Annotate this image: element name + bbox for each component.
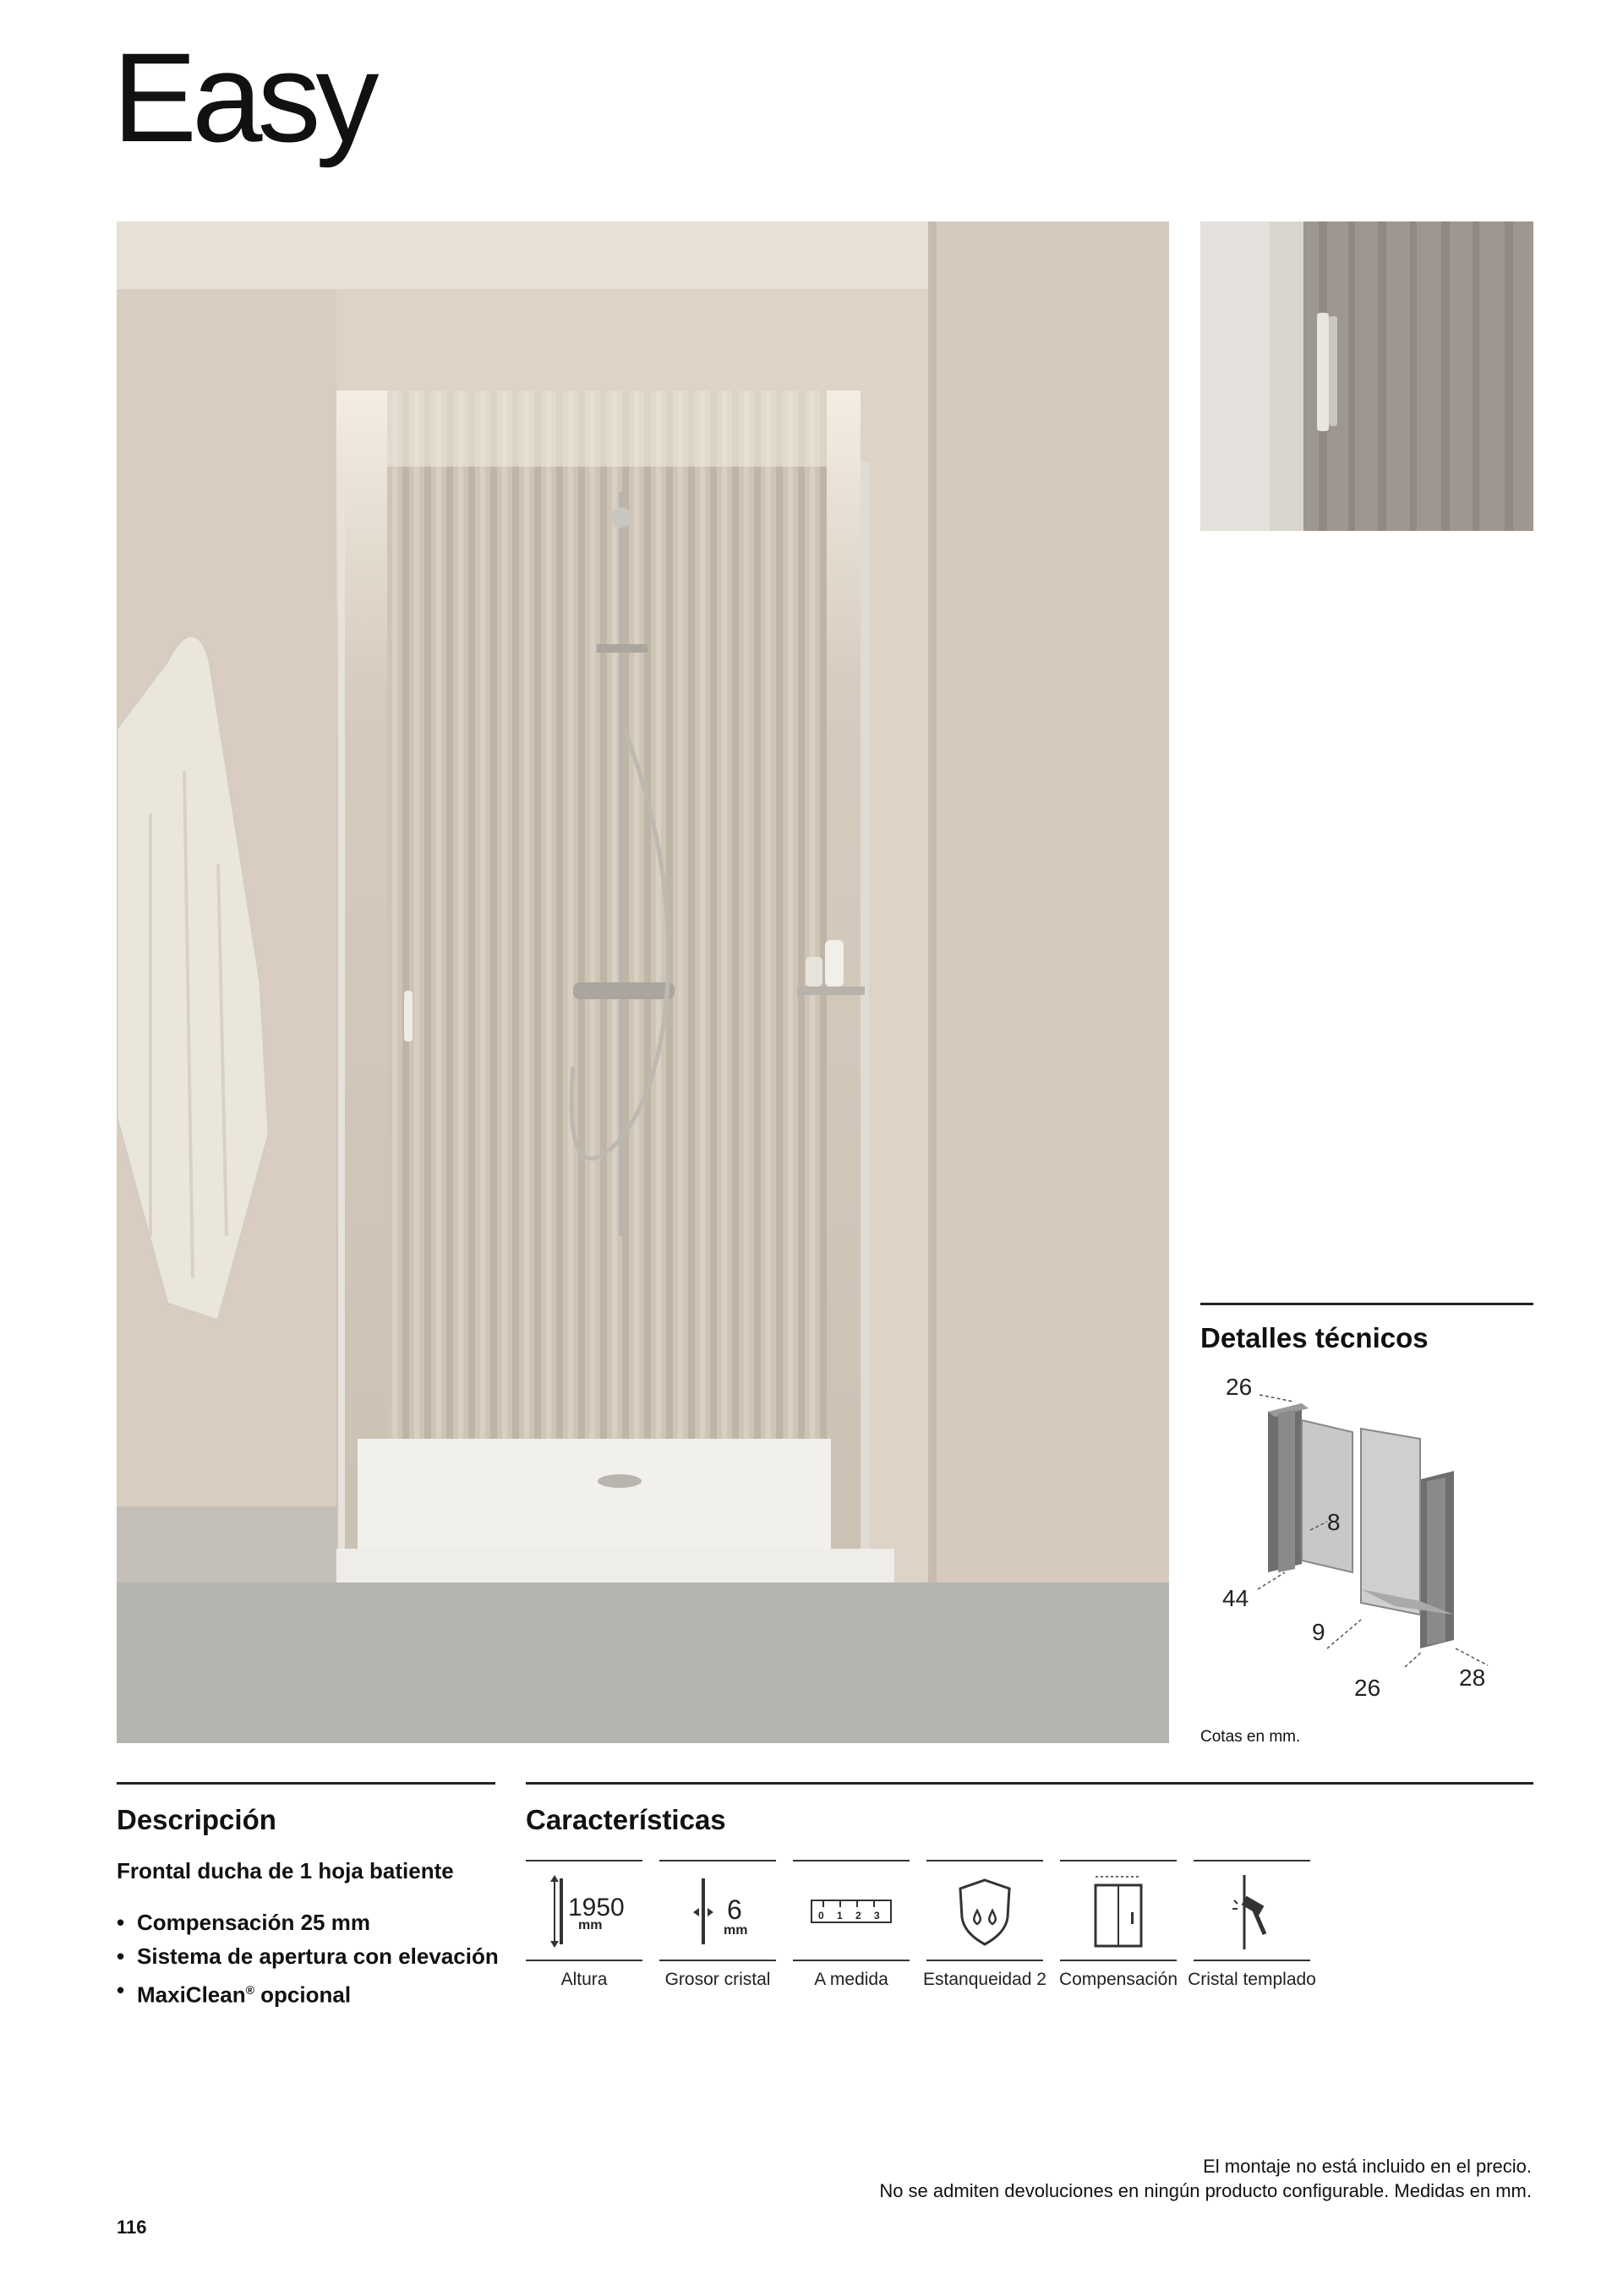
dimension-label: 28 (1459, 1665, 1486, 1691)
feature-label: Cristal templado (1188, 1970, 1316, 1989)
list-item: • Sistema de apertura con elevación (117, 1939, 499, 1973)
svg-text:mm: mm (578, 1918, 603, 1932)
description-divider (117, 1782, 495, 1785)
dimension-label: 44 (1222, 1585, 1249, 1611)
hinge-detail-photo (1200, 221, 1533, 531)
features-heading: Características (526, 1804, 726, 1835)
ruler-icon (793, 1867, 910, 1954)
page-number: 116 (117, 2217, 147, 2238)
list-item: • Compensación 25 mm (117, 1905, 499, 1939)
svg-text:mm: mm (724, 1923, 748, 1938)
dimensions-note: Cotas en mm. (1200, 1728, 1301, 1746)
registered-mark: ® (245, 1983, 254, 1997)
description-heading: Descripción (117, 1804, 276, 1835)
height-icon (526, 1867, 642, 1954)
shower-photo (117, 221, 1169, 1743)
footer-line: No se admiten devoluciones en ningún producto configurable. Medidas en mm. (879, 2180, 1532, 2201)
feature-label: Grosor cristal (664, 1970, 771, 1989)
feature-label: Altura (560, 1970, 608, 1989)
compensation-icon (1060, 1867, 1177, 1954)
features-divider (526, 1782, 1533, 1785)
footer-line: El montaje no está incluido en el precio. (1203, 2156, 1532, 2177)
dimension-label: 26 (1226, 1374, 1253, 1400)
hammer-icon (1194, 1867, 1310, 1954)
dimension-label: 9 (1312, 1619, 1325, 1645)
feature-label: Estanqueidad 2 (923, 1970, 1046, 1989)
technical-heading: Detalles técnicos (1200, 1322, 1429, 1353)
footer-note (879, 2154, 1532, 2203)
dimension-label: 26 (1354, 1675, 1381, 1701)
description-list (117, 1905, 499, 2007)
feature-label: Compensación (1058, 1970, 1178, 1989)
svg-text:1950: 1950 (568, 1894, 625, 1922)
svg-text:6: 6 (727, 1894, 742, 1925)
profile-diagram (1200, 1361, 1533, 1716)
shield-drops-icon (926, 1867, 1043, 1954)
feature-label: A medida (814, 1970, 888, 1989)
list-item: • MaxiClean® opcional (117, 1973, 499, 2007)
technical-divider (1200, 1303, 1533, 1305)
svg-text:0 1 2 3: 0 1 2 3 (818, 1910, 885, 1922)
description-subtitle: Frontal ducha de 1 hoja batiente (117, 1858, 454, 1883)
glass-thickness-icon (659, 1867, 776, 1954)
page-title: Easy (112, 26, 374, 168)
dimension-label: 8 (1327, 1509, 1341, 1535)
